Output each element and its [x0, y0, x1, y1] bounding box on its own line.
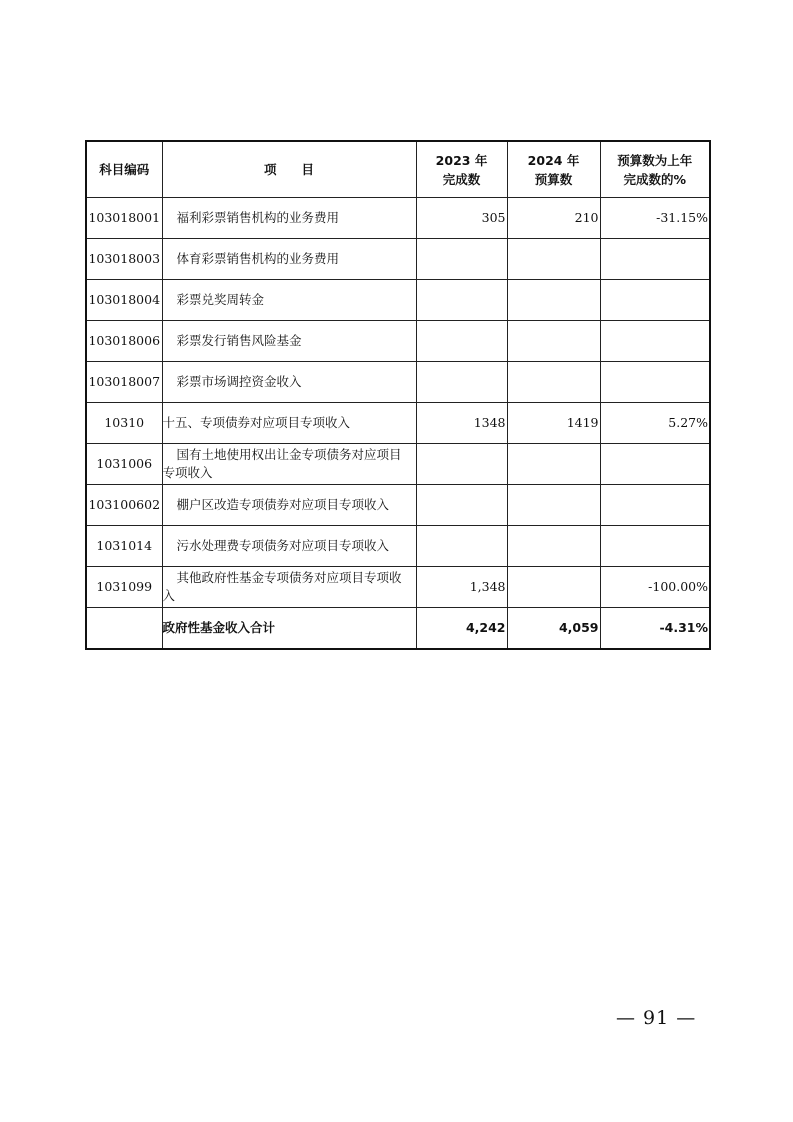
- row-ratio: [600, 485, 710, 526]
- row-2023: [416, 526, 507, 567]
- row-2023: 1348: [416, 403, 507, 444]
- row-code: 103018007: [86, 362, 162, 403]
- header-2023: [416, 141, 507, 198]
- header-2024: [507, 141, 600, 198]
- row-2024: 210: [507, 198, 600, 239]
- row-code: 10310: [86, 403, 162, 444]
- row-item: 福利彩票销售机构的业务费用: [162, 198, 416, 239]
- row-item: 十五、专项债券对应项目专项收入: [162, 403, 416, 444]
- row-item: 体育彩票销售机构的业务费用: [162, 239, 416, 280]
- row-2023: [416, 444, 507, 485]
- row-2023: [416, 280, 507, 321]
- header-ratio-line1: 预算数为上年: [617, 152, 693, 168]
- table-row: [86, 280, 710, 321]
- row-item: 国有土地使用权出让金专项债务对应项目专项收入: [162, 444, 416, 485]
- row-ratio: -31.15%: [600, 198, 710, 239]
- row-2024: [507, 485, 600, 526]
- row-item: 其他政府性基金专项债务对应项目专项收入: [162, 567, 416, 608]
- row-item: 污水处理费专项债务对应项目专项收入: [162, 526, 416, 567]
- budget-table: [85, 140, 711, 650]
- row-ratio: 5.27%: [600, 403, 710, 444]
- table-row: [86, 321, 710, 362]
- row-2023: [416, 321, 507, 362]
- row-2024: [507, 239, 600, 280]
- row-2024: [507, 567, 600, 608]
- row-item: 彩票兑奖周转金: [162, 280, 416, 321]
- table-row: [86, 485, 710, 526]
- row-2023: [416, 362, 507, 403]
- table-header-row: [86, 141, 710, 198]
- total-item: 政府性基金收入合计: [162, 608, 416, 650]
- table-row: [86, 239, 710, 280]
- row-2024: [507, 280, 600, 321]
- table-row: [86, 198, 710, 239]
- header-2024-line2: 预算数: [534, 171, 573, 187]
- table-row: [86, 526, 710, 567]
- row-item: 彩票市场调控资金收入: [162, 362, 416, 403]
- row-ratio: -100.00%: [600, 567, 710, 608]
- row-2024: 1419: [507, 403, 600, 444]
- row-code: 1031099: [86, 567, 162, 608]
- table-row: [86, 403, 710, 444]
- header-ratio: [600, 141, 710, 198]
- row-code: 103018001: [86, 198, 162, 239]
- table-row: [86, 362, 710, 403]
- row-code: 1031006: [86, 444, 162, 485]
- table-row: [86, 444, 710, 485]
- row-2024: [507, 444, 600, 485]
- row-ratio: [600, 321, 710, 362]
- table-total-row: [86, 608, 710, 650]
- total-2023: 4,242: [416, 608, 507, 650]
- header-ratio-line2: 完成数的%: [623, 171, 687, 187]
- header-item: 项 目: [162, 141, 416, 198]
- header-code: 科目编码: [86, 141, 162, 198]
- total-ratio: -4.31%: [600, 608, 710, 650]
- header-2023-line2: 完成数: [442, 171, 481, 187]
- row-code: 103018006: [86, 321, 162, 362]
- row-item: 棚户区改造专项债券对应项目专项收入: [162, 485, 416, 526]
- row-ratio: [600, 444, 710, 485]
- page-number: — 91 —: [616, 1007, 697, 1029]
- header-2024-line1: 2024 年: [527, 152, 580, 168]
- row-ratio: [600, 362, 710, 403]
- row-ratio: [600, 280, 710, 321]
- table-row: [86, 567, 710, 608]
- total-2024: 4,059: [507, 608, 600, 650]
- row-2024: [507, 362, 600, 403]
- row-code: 103018003: [86, 239, 162, 280]
- header-2023-line1: 2023 年: [435, 152, 488, 168]
- row-2023: [416, 485, 507, 526]
- row-2023: [416, 239, 507, 280]
- row-2024: [507, 321, 600, 362]
- row-code: 103018004: [86, 280, 162, 321]
- row-item: 彩票发行销售风险基金: [162, 321, 416, 362]
- total-code: [86, 608, 162, 650]
- row-ratio: [600, 239, 710, 280]
- row-2023: 305: [416, 198, 507, 239]
- row-2024: [507, 526, 600, 567]
- row-ratio: [600, 526, 710, 567]
- row-code: 103100602: [86, 485, 162, 526]
- row-2023: 1,348: [416, 567, 507, 608]
- row-code: 1031014: [86, 526, 162, 567]
